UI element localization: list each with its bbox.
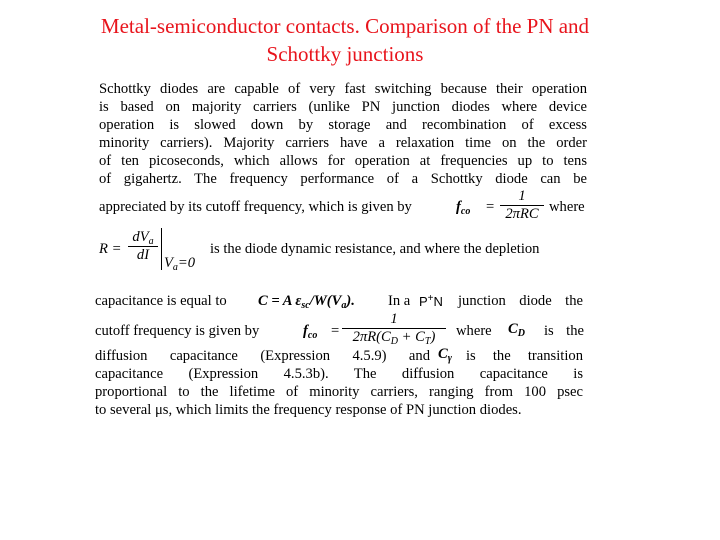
capacitance-formula: C = A $\varepsilon_{sc}/W(V_a)$. (258, 293, 355, 311)
capacitance-tail: junction diode the (458, 293, 583, 309)
r-formula-lhs: R = (99, 241, 122, 257)
slide-title (0, 12, 690, 68)
slide-title-line2: Schottky junctions (266, 42, 424, 66)
paragraph2-line2: proportional to the lifetime of minority carriers, ranging from 100 psec (95, 384, 583, 400)
capacitance-pre: capacitance is equal to (95, 293, 227, 309)
fco-fraction (500, 188, 544, 223)
is-the-text: is the (544, 323, 584, 339)
diffusion-post: is the transition (466, 348, 583, 364)
fco-formula-lhs: $f_{co}$ (456, 199, 471, 217)
fco2-lhs: $f_{co}$ (303, 323, 318, 341)
where-text: where (549, 199, 585, 215)
diffusion-pre: diffusion capacitance (Expression 4.5.9) and (95, 348, 430, 364)
fco-denominator: 2πRC (505, 206, 539, 222)
fco2-eq: = (331, 323, 340, 339)
fco2-fraction (342, 311, 446, 346)
cgamma-symbol: $C_\gamma$ (438, 346, 452, 364)
where2-text: where (456, 323, 492, 339)
paragraph1-line2: is based on majority carriers (unlike PN junction diodes where device (99, 99, 587, 115)
fco2-denominator: $2\pi R(C_D + C_T)$ (352, 329, 436, 347)
r-numerator: $dV_a$ (128, 229, 158, 247)
paragraph1-line6: of gigahertz. The frequency performance of a Schottky diode can be (99, 171, 587, 187)
paragraph2-line1: capacitance (Expression 4.5.3b). The diffusion capacitance is (95, 366, 583, 382)
fco-numerator: 1 (500, 188, 544, 206)
evaluation-bar (161, 228, 162, 270)
paragraph1-line3: operation is slowed down by storage and recombination of excess (99, 117, 587, 133)
paragraph1-line4: minority carriers). Majority carriers have a relaxation time on the order (99, 135, 587, 151)
paragraph2-line3: to several μs, which limits the frequency response of PN junction diodes. (95, 402, 522, 418)
fco2-numerator: 1 (342, 311, 446, 329)
cd-symbol: $C_D$ (508, 321, 525, 339)
r-evaluation: $V_a=0$ (164, 255, 196, 273)
paragraph1-line1: Schottky diodes are capable of very fast switching because their operation (99, 81, 587, 97)
slide-title-line1: Metal-semiconductor contacts. Comparison of the PN and (100, 14, 590, 38)
cutoff-text: appreciated by its cutoff frequency, which is given by (99, 199, 412, 215)
cutoff2-pre: cutoff frequency is given by (95, 323, 260, 339)
capacitance-post: In a (388, 293, 411, 309)
pn-junction-label: P+N (419, 293, 443, 309)
r-description: is the diode dynamic resistance, and where the depletion (210, 241, 540, 257)
fco-formula-eq: = (486, 199, 495, 215)
r-fraction (128, 229, 158, 264)
r-denominator: dI (136, 247, 150, 263)
paragraph1-line5: of ten picoseconds, which allows for operation at frequencies up to tens (99, 153, 587, 169)
